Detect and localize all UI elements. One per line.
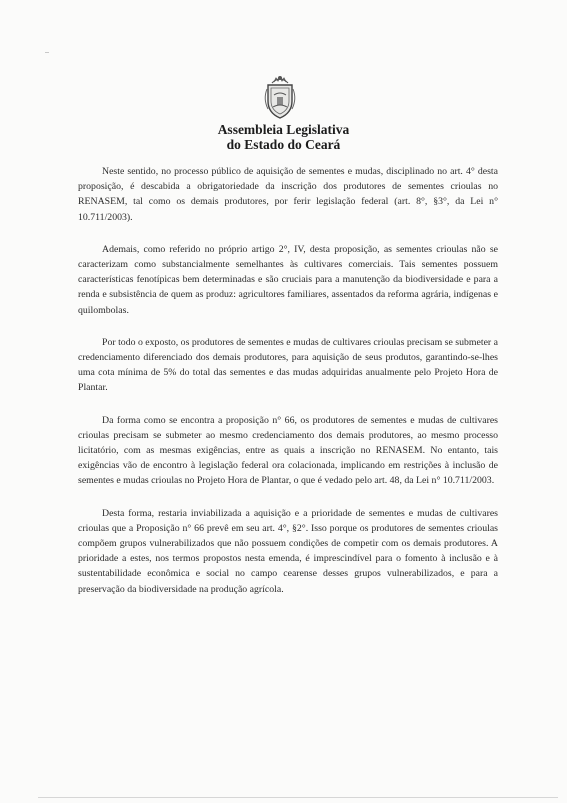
paragraph: Por todo o exposto, os produtores de sementes e mudas de cultivares crioulas precisam se submeter a credenciamento diferenciado dos demais produtores, para aquisição de seus produtos, garantindo-se-lhes uma cota mínima de 5% do total das sementes e das mudas adquiridas anualmente pelo Projeto Hora de Plantar. <box>78 336 498 394</box>
paragraph: Da forma como se encontra a proposição n° 66, os produtores de sementes e mudas de cultivares crioulas precisam se submeter ao mesmo credenciamento dos demais produtores, ao mesmo processo licitatório, com as mesmas exigências, entre as quais a inscrição no RENASEM. No entanto, tais exigências vão de encontro à legislação federal ora colacionada, implicando em restrições à inclusão de sementes e mudas crioulas no Projeto Hora de Plantar, o que é vedado pelo art. 48, da Lei n° 10.711/2003. <box>78 414 498 487</box>
institution-name-line1: Assembleia Legislativa <box>217 122 350 137</box>
paragraph: Ademais, como referido no próprio artigo 2°, IV, desta proposição, as sementes crioulas não se caracterizam como substancialmente semelhantes às cultivares comerciais. Tais sementes possuem características fenotípicas bem determinadas e são cruciais para a manutenção da biodiversidade e para a renda e subsistência de quem as produz: agricultores familiares, assentados da reforma agrária, indígenas e quilombolas. <box>78 243 498 316</box>
paragraph: Neste sentido, no processo público de aquisição de sementes e mudas, disciplinado no art. 4° desta proposição, é descabida a obrigatoriedade da inscrição dos produtores de sementes crioulas no RENASEM, tal como os demais produtores, por ferir legislação federal (art. 8°, §3°, da Lei n° 10.711/2003). <box>78 166 498 223</box>
institution-name-line2: do Estado do Ceará <box>226 137 341 152</box>
page-bottom-edge <box>38 797 558 798</box>
scan-mark <box>45 52 49 53</box>
coat-of-arms-seal-icon <box>262 73 298 121</box>
paragraph: Desta forma, restaria inviabilizada a aquisição e a prioridade de sementes e mudas de cultivares crioulas que a Proposição n° 66 prevê em seu art. 4°, §2°. Isso porque os produtores de sementes crioulas compõem grupos vulnerabilizados que não possuem condições de competir com os demais produtores. A prioridade a estes, nos termos propostos nesta emenda, é imprescindível para o fomento à inclusão e à sustentabilidade econômica e social no campo cearense desses grupos vulnerabilizados, e para a preservação da biodiversidade na produção agrícola. <box>78 507 498 595</box>
document-body <box>78 164 498 614</box>
letterhead <box>0 122 567 152</box>
